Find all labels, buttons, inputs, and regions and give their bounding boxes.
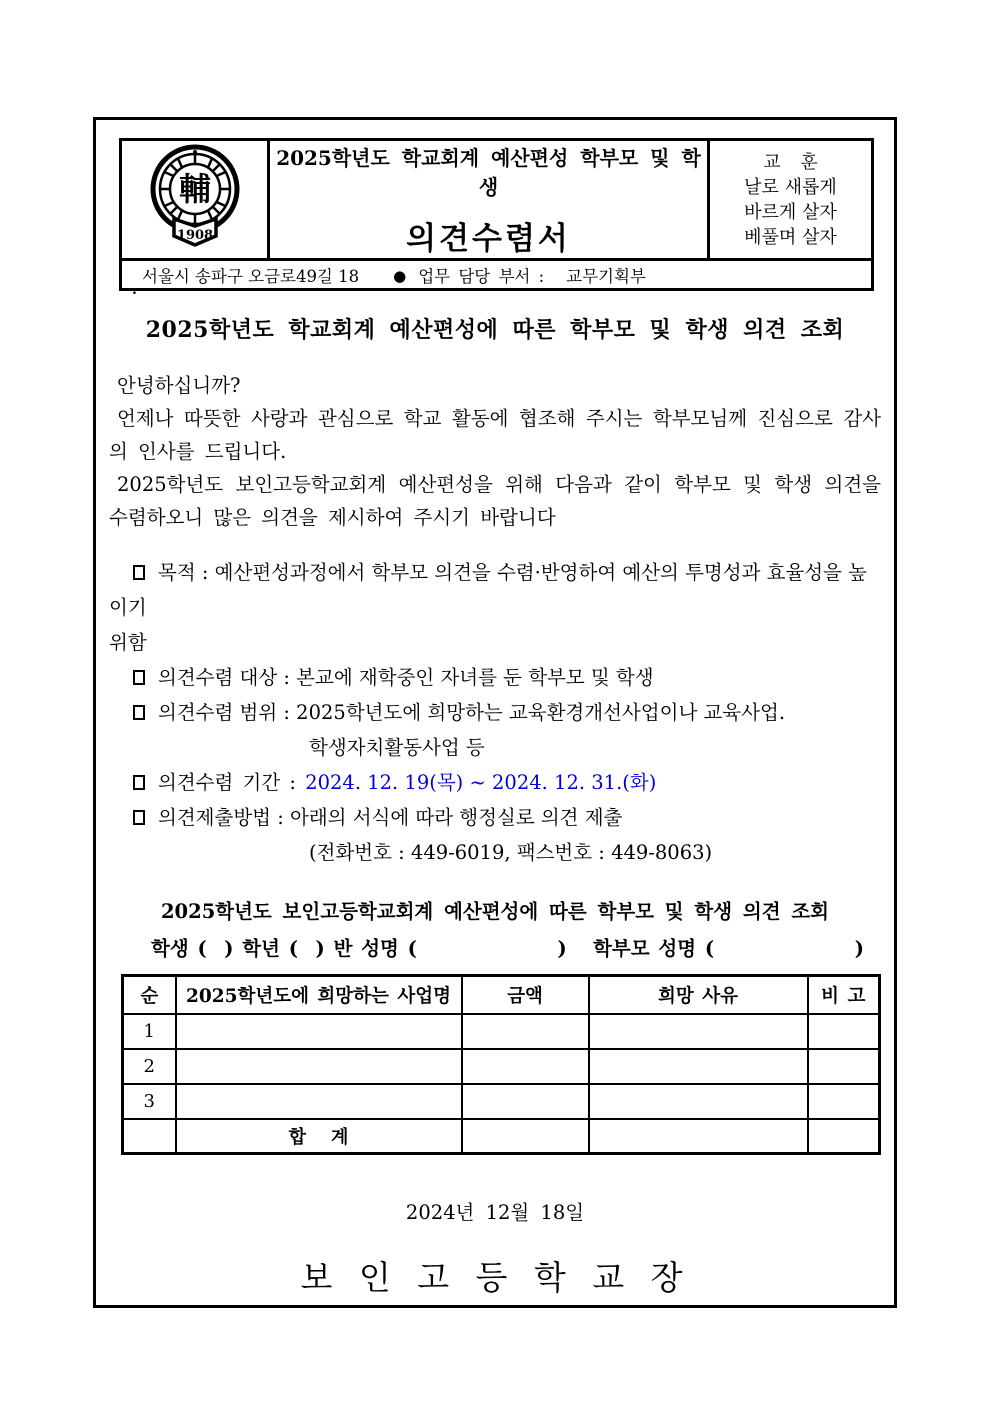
letterhead [119,138,874,291]
empty-cell [589,1014,808,1049]
school-motto-cell [709,140,873,260]
motto-title: 교 훈 [763,151,818,173]
empty-cell [808,1119,880,1154]
motto-line: 베풀며 살자 [744,226,837,248]
body-text [109,369,881,534]
empty-cell [589,1049,808,1084]
document-title: 2025학년도 학교회계 예산편성에 따른 학부모 및 학생 의견 조회 [145,317,845,343]
period-value: 2024. 12. 19(목) ~ 2024. 12. 31.(화) [305,771,657,794]
period-label: 의견수렴 기간 : [158,771,306,794]
empty-cell [462,1014,589,1049]
checkbox-icon [133,810,145,825]
empty-cell [589,1119,808,1154]
notice-item-scope-cont: 학생자치활동사업 등 [309,736,485,759]
col-header-reason: 희망 사유 [589,976,808,1014]
empty-cell [176,1084,462,1119]
motto-line: 바르게 살자 [744,201,837,223]
letterhead-title-cell [269,140,709,260]
notice-list [109,555,881,870]
total-label: 합 계 [176,1119,462,1154]
stray-dot: . [132,282,137,298]
table-header-row [123,976,880,1014]
reply-form-title: 2025학년도 보인고등학교회계 예산편성에 따른 학부모 및 학생 의견 조회 [160,900,830,923]
notice-item-period [109,765,881,800]
letterhead-address-row [121,260,873,290]
empty-cell [808,1049,880,1084]
checkbox-icon [133,775,145,790]
paragraph: 2025학년도 보인고등학교회계 예산편성을 위해 다음과 같이 학부모 및 학생 의견을 수렴하오니 많은 의견을 제시하여 주시기 바랍니다 [109,473,881,529]
table-row [123,1014,880,1049]
empty-cell [589,1084,808,1119]
signer-title: 보 인 고 등 학 교 장 [300,1258,690,1297]
checkbox-icon [133,705,145,720]
empty-cell [462,1049,589,1084]
notice-item-method-cont: (전화번호 : 449-6019, 팩스번호 : 449-8063) [309,841,713,864]
notice-item-method [109,800,881,835]
paragraph: 언제나 따뜻한 사랑과 관심으로 학교 활동에 협조해 주시는 학부모님께 진심으로 감사의 인사를 드립니다. [109,407,881,463]
notice-text: 목적 : 예산편성과정에서 학부모 의견을 수렴·반영하여 예산의 투명성과 효율성을 높이기 [109,561,868,619]
letterhead-doc-type: 의견수렴서 [406,221,571,257]
table-row [123,1084,880,1119]
document-frame [93,117,897,1308]
col-header-project: 2025학년도에 희망하는 사업명 [176,976,462,1014]
department-value: 교무기획부 [566,266,646,286]
empty-cell [808,1084,880,1119]
empty-cell [176,1014,462,1049]
motto-line: 날로 새롭게 [744,176,837,198]
col-header-no: 순 [123,976,176,1014]
table-total-row [123,1119,880,1154]
greeting-line: 안녕하십니까? [117,374,241,397]
bullet-icon: ● [393,266,407,285]
row-number: 3 [123,1084,176,1119]
checkbox-icon [133,565,145,580]
school-logo-cell [121,140,269,260]
empty-cell [808,1014,880,1049]
notice-text: 의견제출방법 : 아래의 서식에 따라 행정실로 의견 제출 [158,806,623,829]
empty-cell [123,1119,176,1154]
empty-cell [462,1119,589,1154]
col-header-note: 비 고 [808,976,880,1014]
col-header-amount: 금액 [462,976,589,1014]
notice-text: 의견수렴 대상 : 본교에 재학중인 자녀를 둔 학부모 및 학생 [158,666,654,689]
table-row [123,1049,880,1084]
notice-item-scope [109,695,881,730]
notice-item-purpose [109,555,881,625]
notice-item-target [109,660,881,695]
empty-cell [176,1049,462,1084]
department-label: 업무 담당 부서 : [418,266,545,286]
school-emblem-icon [145,143,245,253]
empty-cell [462,1084,589,1119]
notice-item-purpose-cont: 위함 [109,631,147,654]
emblem-character: 輔 [178,169,211,208]
school-address: 서울시 송파구 오금로49길 18 [142,266,360,286]
letterhead-subject: 2025학년도 학교회계 예산편성 학부모 및 학생 [276,146,701,199]
reply-form-fields-line: 학생 ( ) 학년 ( ) 반 성명 ( ) 학부모 성명 ( ) [151,937,864,960]
row-number: 2 [123,1049,176,1084]
opinion-table [121,974,881,1155]
founding-year: 1908 [176,227,213,243]
row-number: 1 [123,1014,176,1049]
notice-text: 의견수렴 범위 : 2025학년도에 희망하는 교육환경개선사업이나 교육사업. [158,701,786,724]
checkbox-icon [133,670,145,685]
document-date: 2024년 12월 18일 [405,1201,585,1224]
